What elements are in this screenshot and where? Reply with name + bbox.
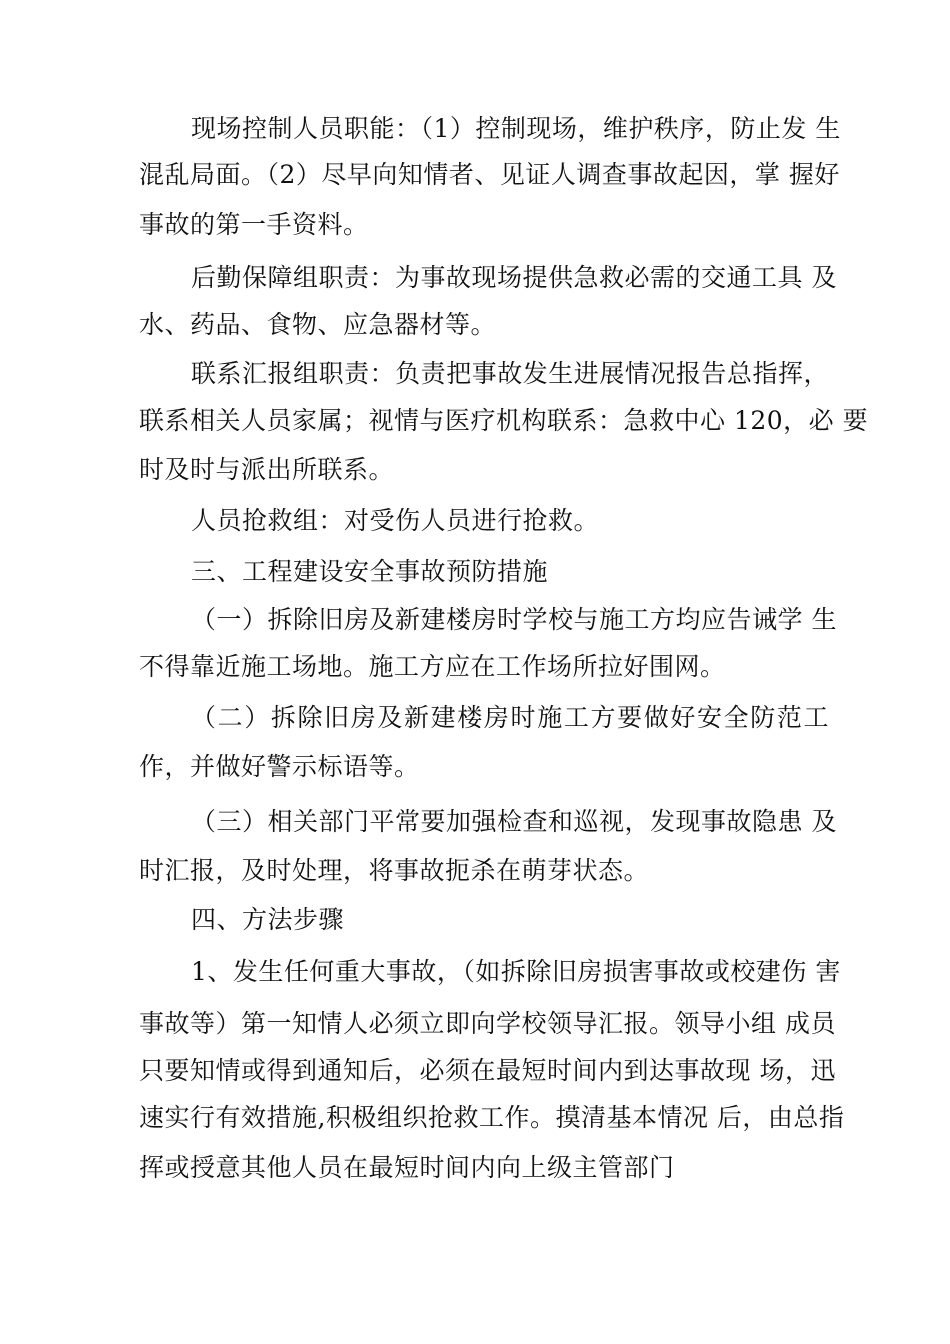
text-line: （三）相关部门平常要加强检查和巡视，发现事故隐患 及: [191, 807, 837, 836]
text-line: 挥或授意其他人员在最短时间内向上级主管部门: [139, 1153, 675, 1182]
text-line: 只要知情或得到通知后，必须在最短时间内到达事故现 场，迅: [139, 1056, 836, 1085]
section-heading: 三、工程建设安全事故预防措施: [191, 557, 549, 586]
text-line: 水、药品、食物、应急器材等。: [139, 310, 497, 339]
text-line: 作，并做好警示标语等。: [139, 752, 420, 781]
text-line: （一）拆除旧房及新建楼房时学校与施工方均应告诫学 生: [191, 605, 837, 634]
text-line: 混乱局面。（2）尽早向知情者、见证人调查事故起因，掌 握好: [139, 160, 840, 189]
text-line: 时汇报，及时处理，将事故扼杀在萌芽状态。: [139, 856, 650, 885]
text-line: 现场控制人员职能：（1）控制现场，维护秩序，防止发 生: [191, 114, 841, 143]
text-line: 时及时与派出所联系。: [139, 455, 395, 484]
text-line: 事故的第一手资料。: [139, 210, 369, 239]
text-line: 速实行有效措施,积极组织抢救工作。摸清基本情况 后，由总指: [139, 1103, 845, 1132]
text-line: 1、发生任何重大事故，（如拆除旧房损害事故或校建伤 害: [191, 957, 841, 986]
text-line: （二）拆除旧房及新建楼房时施工方要做好安全防范工: [191, 703, 829, 732]
text-line: 事故等）第一知情人必须立即向学校领导汇报。领导小组 成员: [139, 1009, 836, 1038]
text-line: 后勤保障组职责：为事故现场提供急救必需的交通工具 及: [191, 263, 837, 292]
section-heading: 四、方法步骤: [191, 905, 345, 934]
text-line: 人员抢救组：对受伤人员进行抢救。: [191, 506, 600, 535]
text-line: 不得靠近施工场地。施工方应在工作场所拉好围网。: [139, 652, 726, 681]
text-line: 联系汇报组职责：负责把事故发生进展情况报告总指挥，: [191, 359, 829, 388]
text-line: 联系相关人员家属；视情与医疗机构联系：急救中心 120，必 要: [139, 406, 869, 435]
